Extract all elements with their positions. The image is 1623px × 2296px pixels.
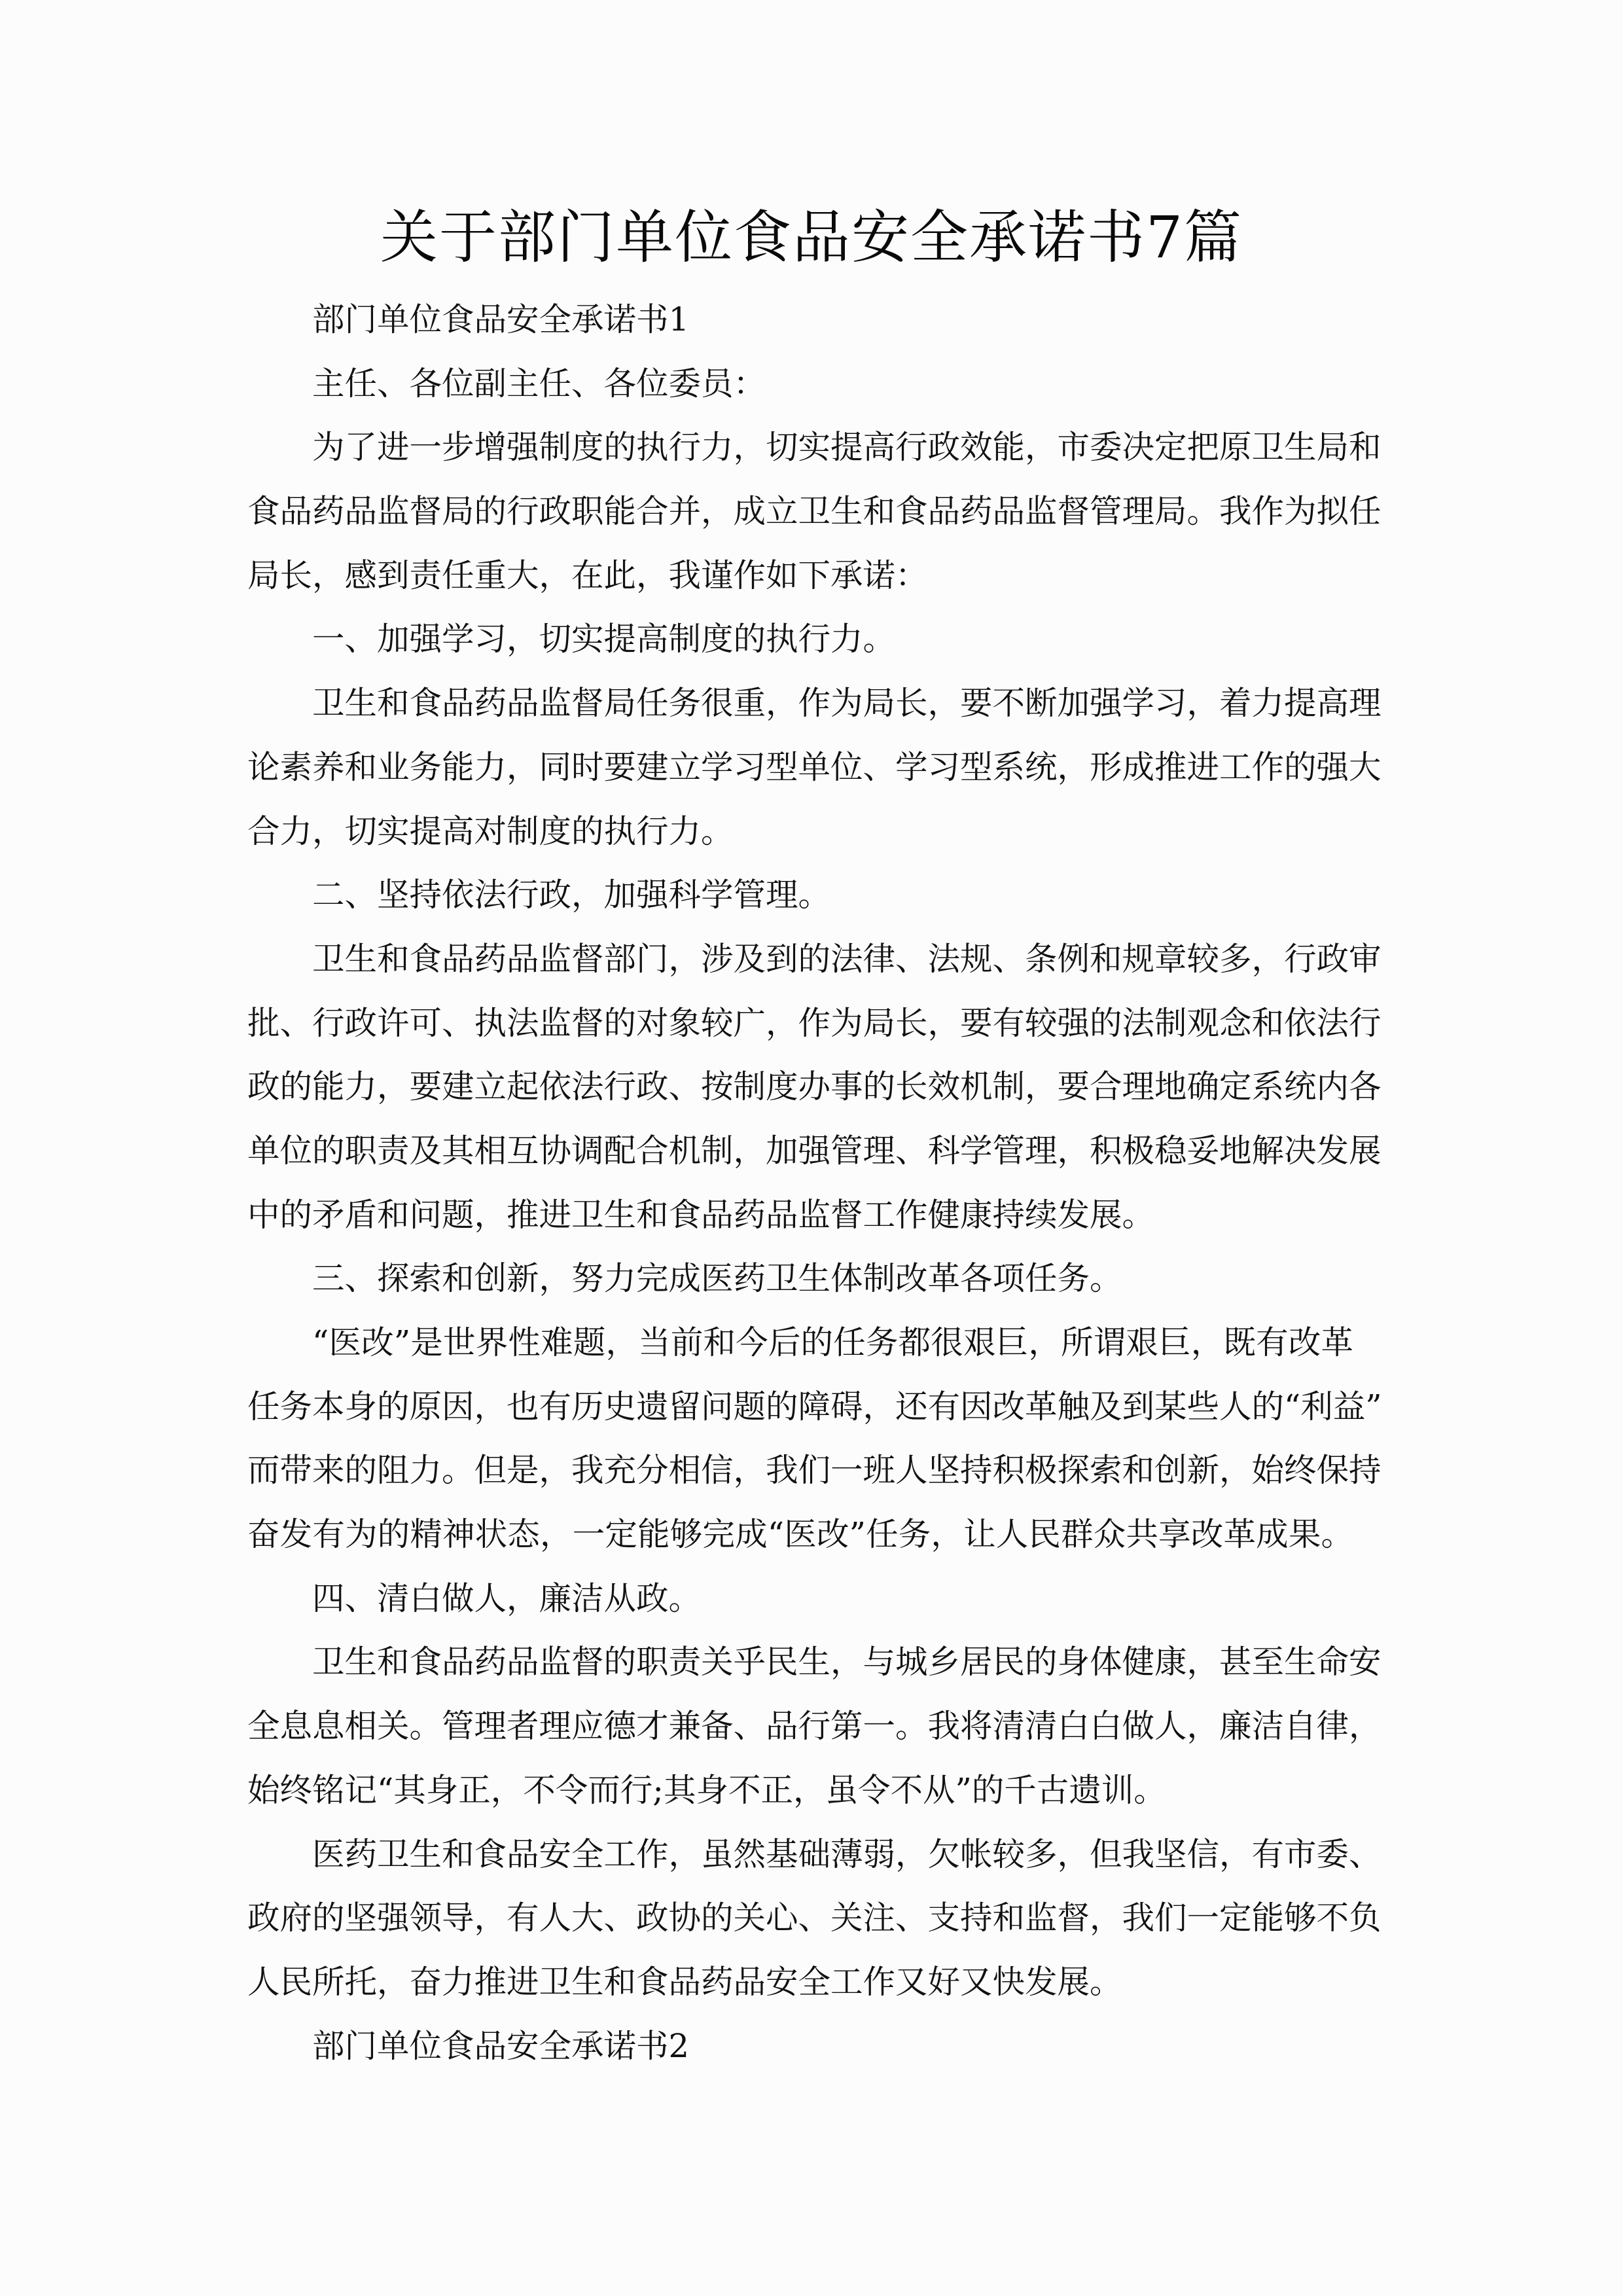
text-line: 政府的坚强领导，有人大、政协的关心、关注、支持和监督，我们一定能够不负: [247, 1899, 1382, 1937]
point-heading-2: [247, 863, 1353, 927]
text-line: 三、探索和创新，努力完成医药卫生体制改革各项任务。: [312, 1259, 1122, 1298]
text-line: 而带来的阻力。但是，我充分相信，我们一班人坚持积极探索和创新，始终保持: [247, 1451, 1382, 1490]
paragraph-point-4: [247, 1630, 1382, 1822]
salutation: [247, 352, 1353, 416]
text-line: 卫生和食品药品监督的职责关乎民生，与城乡居民的身体健康，甚至生命安: [312, 1643, 1382, 1681]
paragraph-point-2: [247, 927, 1382, 1247]
text-line: 卫生和食品药品监督部门，涉及到的法律、法规、条例和规章较多，行政审: [312, 939, 1382, 978]
text-line: 合力，切实提高对制度的执行力。: [247, 812, 734, 850]
paragraph-point-3: [247, 1311, 1382, 1567]
text-line: 中的矛盾和问题，推进卫生和食品药品监督工作健康持续发展。: [247, 1195, 1154, 1234]
text-line: 局长，感到责任重大，在此，我谨作如下承诺：: [247, 556, 928, 594]
text-line: 全息息相关。管理者理应德才兼备、品行第一。我将清清白白做人，廉洁自律，: [247, 1707, 1382, 1746]
text-line: 一、加强学习，切实提高制度的执行力。: [312, 620, 895, 658]
point-heading-1: [247, 607, 1353, 672]
point-heading-4: [247, 1567, 1353, 1631]
text-line: 始终铭记“其身正，不令而行;其身不正，虽令不从”的千古遗训。: [247, 1770, 1166, 1809]
point-heading-3: [247, 1247, 1353, 1311]
text-line: 二、坚持依法行政，加强科学管理。: [312, 876, 830, 914]
text-line: 主任、各位副主任、各位委员：: [312, 364, 766, 403]
text-line: 奋发有为的精神状态，一定能够完成“医改”任务，让人民群众共享改革成果。: [247, 1515, 1353, 1554]
text-line: 医药卫生和食品安全工作，虽然基础薄弱，欠帐较多，但我坚信，有市委、: [312, 1835, 1382, 1873]
section-heading-2: [247, 2015, 1353, 2079]
text-line: 人民所托，奋力推进卫生和食品药品安全工作又好又快发展。: [247, 1962, 1122, 2001]
document-title: 关于部门单位食品安全承诺书7篇: [380, 204, 1243, 271]
section-heading-1: [247, 288, 1353, 352]
text-line: 为了进一步增强制度的执行力，切实提高行政效能，市委决定把原卫生局和: [312, 428, 1382, 467]
text-line: 部门单位食品安全承诺书2: [312, 2026, 689, 2065]
text-line: 部门单位食品安全承诺书1: [312, 300, 689, 338]
text-line: 政的能力，要建立起依法行政、按制度办事的长效机制，要合理地确定系统内各: [247, 1067, 1382, 1106]
text-line: 卫生和食品药品监督局任务很重，作为局长，要不断加强学习，着力提高理: [312, 684, 1382, 723]
text-line: 批、行政许可、执法监督的对象较广，作为局长，要有较强的法制观念和依法行: [247, 1003, 1382, 1042]
paragraph-intro: [247, 416, 1382, 607]
text-line: 食品药品监督局的行政职能合并，成立卫生和食品药品监督管理局。我作为拟任: [247, 492, 1382, 531]
paragraph-closing: [247, 1823, 1382, 2015]
text-line: “医改”是世界性难题，当前和今后的任务都很艰巨，所谓艰巨，既有改革: [312, 1323, 1353, 1361]
document-body: [247, 288, 1382, 2078]
text-line: 任务本身的原因，也有历史遗留问题的障碍，还有因改革触及到某些人的“利益”: [247, 1387, 1382, 1426]
text-line: 单位的职责及其相互协调配合机制，加强管理、科学管理，积极稳妥地解决发展: [247, 1131, 1382, 1170]
text-line: 四、清白做人，廉洁从政。: [312, 1579, 701, 1617]
paragraph-point-1: [247, 672, 1382, 863]
text-line: 论素养和业务能力，同时要建立学习型单位、学习型系统，形成推进工作的强大: [247, 747, 1382, 786]
